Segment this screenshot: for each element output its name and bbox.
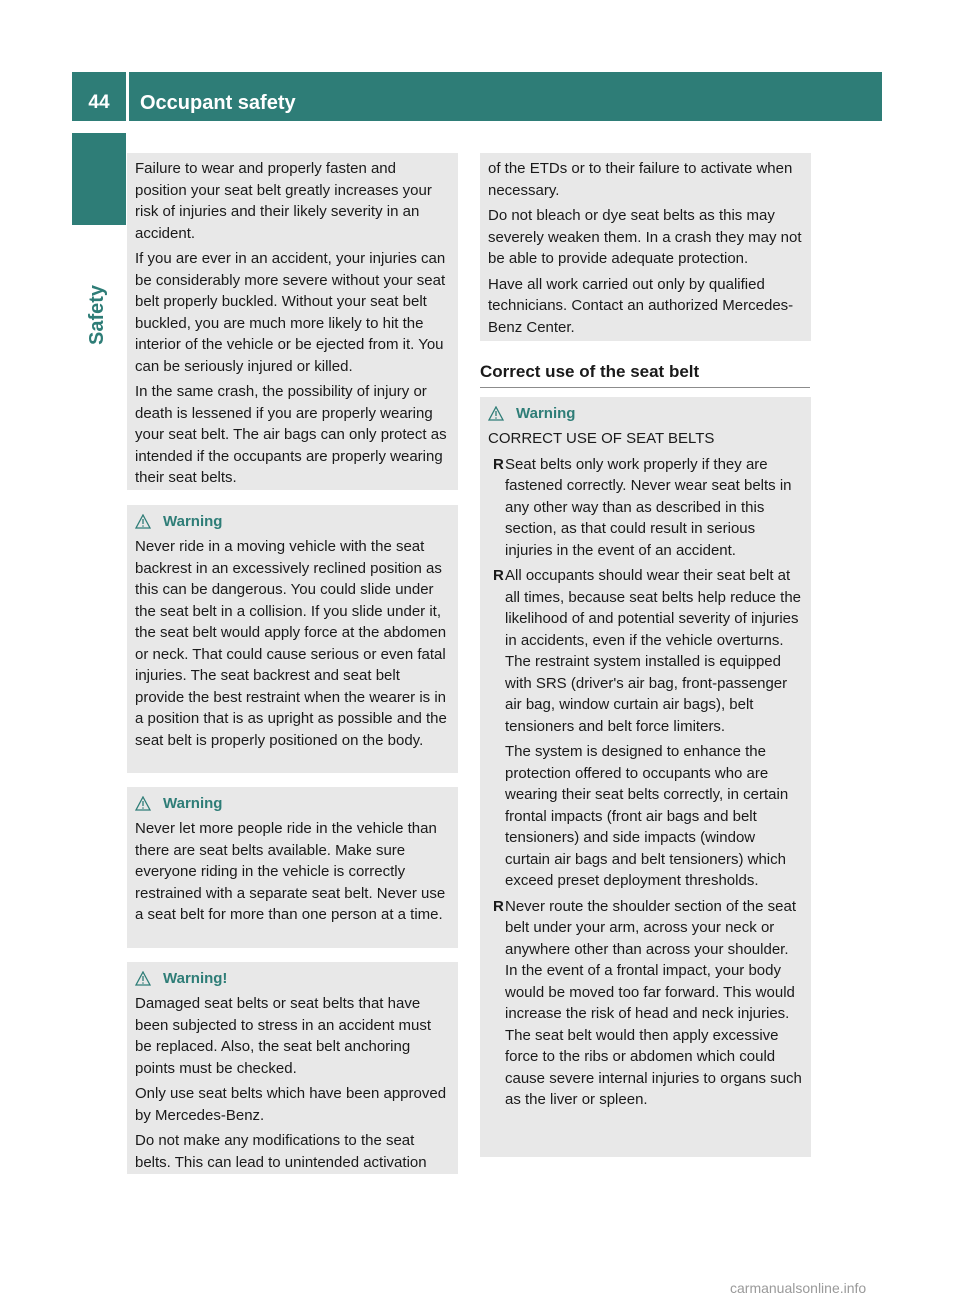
section-heading: Correct use of the seat belt [480,362,810,388]
warning-box-passenger-count [127,787,458,948]
warning-box-damaged-belts [127,962,458,1174]
bullet-marker: R [493,897,504,915]
warning-triangle-icon [488,406,504,421]
warning-title: Warning [163,795,223,812]
warning-box-correct-use [480,397,811,1157]
paragraph: Do not bleach or dye seat belts as this may severely weaken them. In a crash they may not be able to provide adequate protection. [488,207,802,267]
paragraph: In the same crash, the possibility of injury or death is lessened if you are properly wearing your seat belt. The air bags can only protect as intended if the occupants are properly wearing their seat belts. [135,383,447,486]
warning-triangle-icon [135,971,151,986]
list-item [488,896,803,1111]
warning-box-continued [480,153,811,341]
paragraph: Failure to wear and properly fasten and position your seat belt greatly increases your risk of injuries and their likely severity in an accident. [135,160,432,242]
page-title: Occupant safety [140,92,296,114]
side-tab-label: Safety [86,284,108,345]
warning-heading [135,792,450,816]
warning-heading [135,967,450,991]
list-item [488,565,803,737]
warning-title: Warning [163,513,223,530]
paragraph: If you are ever in an accident, your injuries can be considerably more severe without your seat belt properly buckled. Without your seat belt buckled, you are much more likely to hit the interior of the vehicle or be ejected from it. You can be seriously injured or killed. [135,250,446,375]
paragraph: of the ETDs or to their failure to activate when necessary. [488,160,793,199]
bullet-text: Never route the shoulder section of the seat belt under your arm, across your neck or anywhere other than across your shoulder. In the event of a frontal impact, your body would be moved too far forward. This would increase the risk of head and neck injuries. The seat belt would then apply excessive force to the ribs or abdomen which could cause severe internal injuries to organs such as the liver or spleen. [505,897,802,1108]
sub-paragraph: The system is designed to enhance the protection offered to occupants who are wearing their seat belts correctly, in certain frontal impacts (front air bags and belt tensioners) and side impacts (window curtain air bags and belt tensioners) which exceed preset deployment thresholds. [505,743,789,889]
warning-triangle-icon [135,514,151,529]
warning-heading [488,402,803,426]
list-item [488,454,803,562]
warning-text: Never let more people ride in the vehicle than there are seat belts available. Make sure everyone riding in the vehicle is correctly restrained with a separate seat belt. Never use a seat belt for more than one person at a time. [135,820,446,923]
warning-title: Warning! [163,970,228,987]
bullet-text: Seat belts only work properly if they are fastened correctly. Never wear seat belts in any other way than as described in this section, as that could result in serious injuries in the event of an accident. [505,455,792,559]
warning-box-reclined-seat [127,505,458,773]
paragraph: Damaged seat belts or seat belts that have been subjected to stress in an accident must be replaced. Also, the seat belt anchoring points must be checked. [135,995,432,1077]
paragraph: Have all work carried out only by qualified technicians. Contact an authorized Mercedes-Benz Center. [488,275,794,336]
side-tab-block [72,133,126,225]
warning-subtitle: CORRECT USE OF SEAT BELTS [488,430,715,447]
bullet-marker: R [493,567,504,584]
paragraph: Only use seat belts which have been approved by Mercedes-Benz. [135,1085,447,1124]
page-number: 44 [88,92,110,113]
info-box-seat-belt-importance [127,153,458,490]
bullet-marker: R [493,455,504,473]
bullet-text: All occupants should wear their seat belt at all times, because seat belts help reduce the likelihood of and potential severity of injuries in accidents, even if the vehicle overturns. The restraint system installed is equipped with SRS (driver's air bag, front-passenger air bag, window curtain air bags), belt tensioners and belt force limiters. [505,567,802,735]
header-divider [126,72,129,121]
warning-text: Never ride in a moving vehicle with the seat backrest in an excessively reclined position as this can be dangerous. You could slide under the seat belt in a collision. If you slide under it, the seat belt would apply force at the abdomen or neck. That could cause serious or even fatal injuries. The seat backrest and seat belt provide the best restraint when the wearer is in a position that is as upright as possible and the seat belt is properly positioned on the body. [135,538,447,749]
warning-heading [135,510,450,534]
paragraph: Do not make any modifications to the seat belts. This can lead to unintended activation [135,1132,427,1171]
footer-watermark: carmanualsonline.info [730,1280,867,1296]
warning-title: Warning [516,405,576,422]
warning-triangle-icon [135,796,151,811]
